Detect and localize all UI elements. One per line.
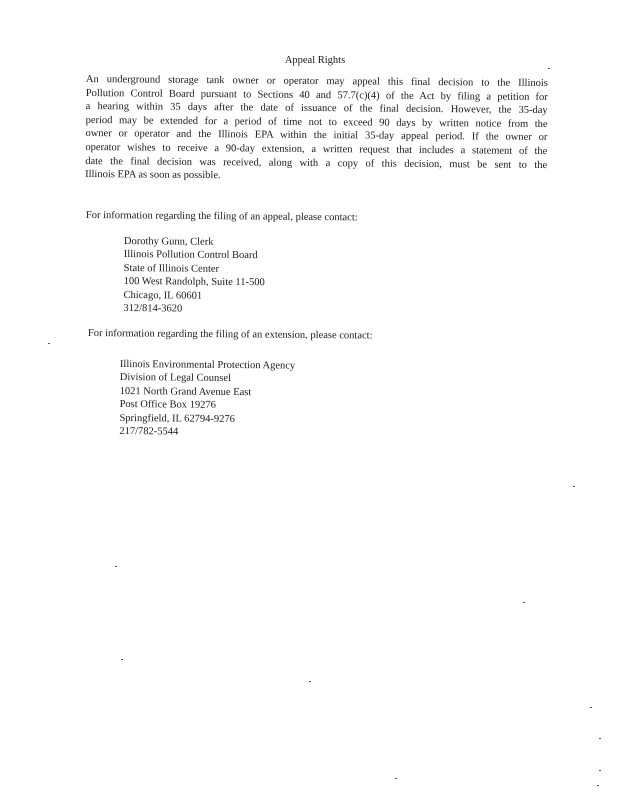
address-line: Illinois Pollution Control Board (123, 249, 258, 262)
paragraph-line: date the final decision was received, along with a copy of this decision, must be sent to the (85, 155, 548, 171)
scan-speck (115, 566, 117, 567)
scan-speck (573, 486, 575, 487)
phone-number: 312/814-3620 (123, 303, 183, 315)
scan-speck (395, 778, 397, 779)
phone-number: 217/782-5544 (119, 426, 179, 438)
paragraph-line: operator wishes to receive a 90-day extension, a written request that includes a statement of the (85, 141, 548, 157)
address-line: Division of Legal Counsel (119, 372, 231, 385)
address-line: Post Office Box 19276 (119, 399, 216, 412)
paragraph-line: a hearing within 35 days after the date of issuance of the final decision. However, the 35-day (85, 101, 548, 117)
scan-speck (599, 738, 601, 739)
paragraph-line: owner or operator and the Illinois EPA within the initial 35-day appeal period. If the owner or (85, 128, 548, 144)
illinois-epa-address (119, 358, 295, 440)
pollution-control-board-address (123, 235, 265, 317)
scan-speck (548, 68, 550, 69)
address-line: 1021 North Grand Avenue East (119, 385, 252, 398)
address-line: Dorothy Gunn, Clerk (123, 235, 214, 248)
address-line: State of Illinois Center (123, 262, 220, 275)
scan-speck (590, 707, 592, 708)
appeal-contact-intro: For information regarding the filing of an appeal, please contact: (85, 210, 358, 224)
extension-contact-intro: For information regarding the filing of an extension, please contact: (87, 328, 373, 342)
appeal-rights-paragraph (85, 73, 548, 186)
paragraph-line: Pollution Control Board pursuant to Sections 40 and 57.7(c)(4) of the Act by filing a petition for (85, 87, 548, 103)
paragraph-line: An underground storage tank owner or operator may appeal this final decision to the Illinois (85, 73, 548, 90)
address-line: Illinois Environmental Protection Agency (119, 358, 296, 372)
scan-speck (597, 785, 599, 786)
scan-speck (121, 659, 123, 660)
scan-speck (599, 770, 601, 771)
scan-speck (309, 681, 311, 682)
address-line: 100 West Randolph, Suite 11-500 (123, 276, 265, 289)
paragraph-line: Illinois EPA as soon as possible. (85, 169, 221, 182)
scan-speck (523, 602, 525, 603)
page-title: Appeal Rights (284, 55, 346, 66)
address-line: Chicago, IL 60601 (123, 289, 203, 302)
address-line: Springfield, IL 62794-9276 (119, 412, 235, 425)
paragraph-line: period may be extended for a period of time not to exceed 90 days by written notice from the (85, 114, 548, 130)
scan-speck (48, 343, 50, 344)
